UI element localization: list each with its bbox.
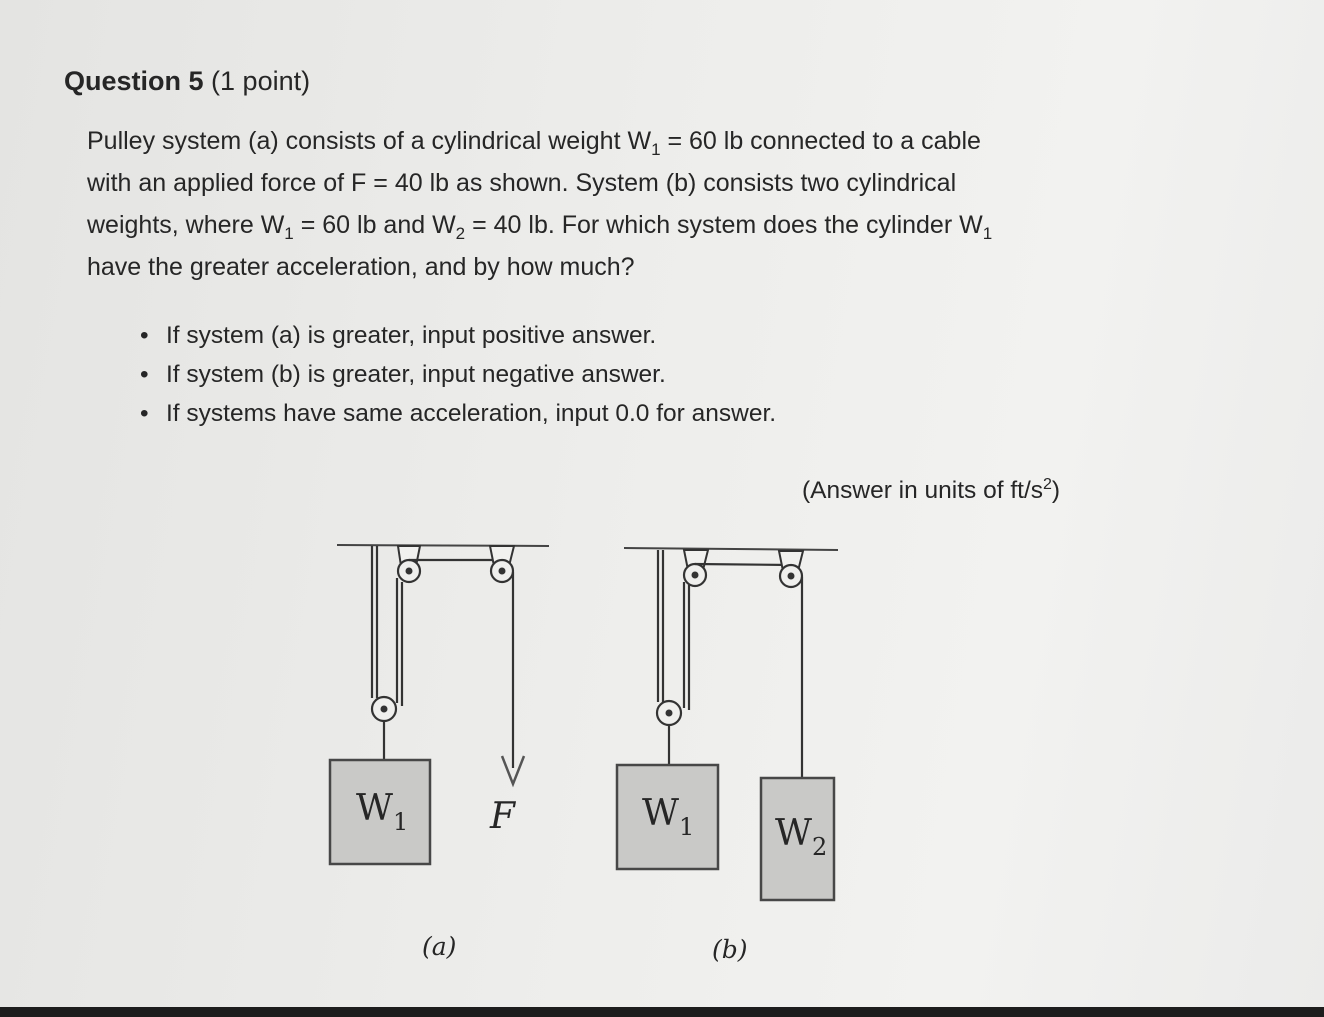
- question-title: Question 5: [64, 66, 204, 96]
- rule-item: • If system (b) is greater, input negative answer.: [140, 355, 776, 394]
- rule-item: • If system (a) is greater, input positive answer.: [140, 316, 776, 355]
- pulley-system-b: [617, 548, 838, 964]
- weight-label-w1: $W_1$: [642, 793, 695, 841]
- pulley-system-a: [330, 545, 549, 961]
- rule-item: • If systems have same acceleration, input 0.0 for answer.: [140, 394, 776, 433]
- cable-b: [695, 564, 791, 565]
- subscript: 1: [284, 224, 294, 243]
- screen-bezel: [0, 1007, 1324, 1017]
- question-points: (1 point): [211, 66, 311, 96]
- subscript: 2: [455, 224, 466, 243]
- force-label: F: [490, 796, 515, 837]
- prompt-text: = 60 lb and W: [293, 211, 456, 239]
- subscript: 1: [651, 140, 661, 159]
- caption-a: (a): [422, 932, 457, 961]
- pulley-axle: [788, 573, 795, 580]
- ceiling-b: [624, 548, 838, 550]
- caption-b: (b): [712, 935, 748, 964]
- prompt-text: = 40 lb. For which system does the cylinder W: [465, 211, 983, 239]
- pulley-axle: [666, 710, 673, 717]
- ceiling-a: [337, 545, 549, 546]
- prompt-text: Pulley system (a) consists of a cylindrical weight W: [87, 127, 652, 155]
- weight-label-w1: $W_1$: [356, 788, 409, 836]
- prompt-text: = 60 lb connected to a cable: [660, 127, 981, 155]
- prompt-line-4: have the greater acceleration, and by how much?: [87, 253, 635, 281]
- subscript: 1: [982, 224, 993, 243]
- pulley-axle: [381, 706, 388, 713]
- units-text: (Answer in units of ft/s: [802, 477, 1044, 504]
- pulley-axle: [406, 568, 413, 575]
- prompt-text: weights, where W: [87, 211, 285, 239]
- superscript: 2: [1043, 475, 1052, 493]
- weight-label-w2: $W_2$: [775, 813, 828, 861]
- units-text: ): [1051, 477, 1061, 504]
- pulley-axle: [692, 572, 699, 579]
- pulley-axle: [499, 568, 506, 575]
- prompt-line-2: with an applied force of F = 40 lb as shown. System (b) consists two cylindrical: [87, 169, 957, 197]
